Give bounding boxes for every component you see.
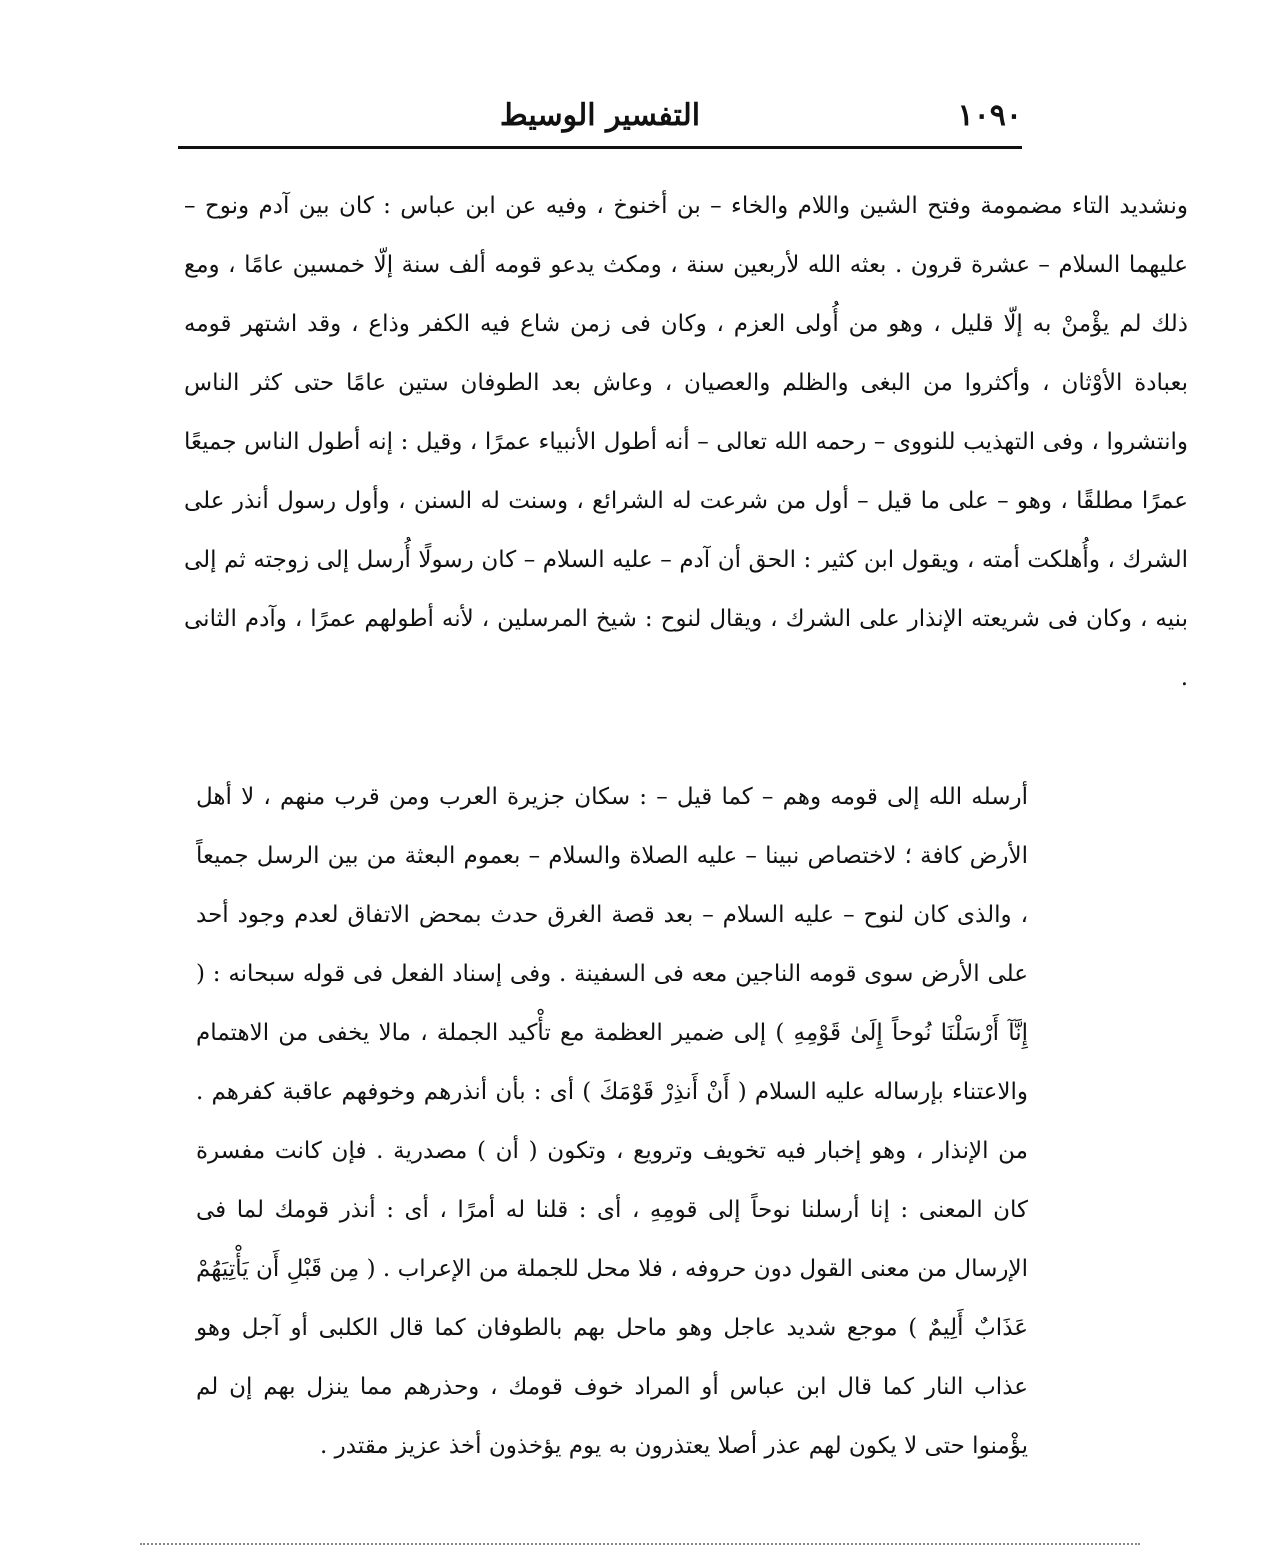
running-title: التفسير الوسيط: [499, 98, 701, 133]
header-rule: [178, 146, 1022, 149]
body-paragraph-1: ونشديد التاء مضمومة وفتح الشين واللام والخاء – بن أخنوخ ، وفيه عن ابن عباس : كان بين آدم ونوح – عليهما السلام – عشرة قرون . بعثه الله لأربعين سنة ، ومكث يدعو قومه ألف سنة إلّا خمسين عامًا ، ومع ذلك لم يؤْمنْ به إلّا قليل ، وهو من أُولى العزم ، وكان فى زمن شاع فيه الكفر وذاع ، وقد اشتهر قومه بعبادة الأوْثان ، وأكثروا من البغى والظلم والعصيان ، وعاش بعد الطوفان ستين عامًا حتى كثر الناس وانتشروا ، وفى التهذيب للنووى – رحمه الله تعالى – أنه أطول الأنبياء عمرًا ، وقيل : إنه أطول الناس جميعًا عمرًا مطلقًا ، وهو – على ما قيل – أول من شرعت له الشرائع ، وسنت له السنن ، وأول رسول أنذر على الشرك ، وأُهلكت أمته ، ويقول ابن كثير : الحق أن آدم – عليه السلام – كان رسولًا أُرسل إلى زوجته ثم إلى بنيه ، وكان فى شريعته الإنذار على الشرك ، ويقال لنوح : شيخ المرسلين ، لأنه أطولهم عمرًا ، وآدم الثانى .: [184, 193, 1188, 691]
page-number: ١٠٩٠: [957, 98, 1022, 133]
page-bottom-edge: [140, 1543, 1140, 1545]
page-header: [178, 92, 1022, 136]
body-paragraph-2: أرسله الله إلى قومه وهم – كما قيل – : سكان جزيرة العرب ومن قرب منهم ، لا أهل الأرض كافة ؛ لاختصاص نبينا – عليه الصلاة والسلام – بعموم البعثة من بين الرسل جميعاً ، والذى كان لنوح – عليه السلام – بعد قصة الغرق حدث بمحض الاتفاق لعدم وجود أحد على الأرض سوى قومه الناجين معه فى السفينة . وفى إسناد الفعل فى قوله سبحانه : ( إِنَّآ أَرْسَلْنَا نُوحاً إِلَىٰ قَوْمِهِ ) إلى ضمير العظمة مع تأْكيد الجملة ، مالا يخفى من الاهتمام والاعتناء بإرساله عليه السلام ( أَنْ أَنذِرْ قَوْمَكَ ) أى : بأن أنذرهم وخوفهم عاقبة كفرهم . من الإنذار ، وهو إخبار فيه تخويف وترويع ، وتكون ( أن ) مصدرية . فإن كانت مفسرة كان المعنى : إنا أرسلنا نوحاً إلى قومِهِ ، أى : قلنا له أمرًا ، أى : أنذر قومك لما فى الإرسال من معنى القول دون حروفه ، فلا محل للجملة من الإعراب . ( مِن قَبْلِ أَن يَأْتِيَهُمْ عَذَابٌ أَلِيمٌ ) موجع شديد عاجل وهو ماحل بهم بالطوفان كما قال الكلبى أو آجل وهو عذاب النار كما قال ابن عباس أو المراد خوف قومك ، وحذرهم مما ينزل بهم إن لم يؤْمنوا حتى لا يكون لهم عذر أصلا يعتذرون به يوم يؤخذون أخذ عزيز مقتدر .: [196, 784, 1028, 1459]
